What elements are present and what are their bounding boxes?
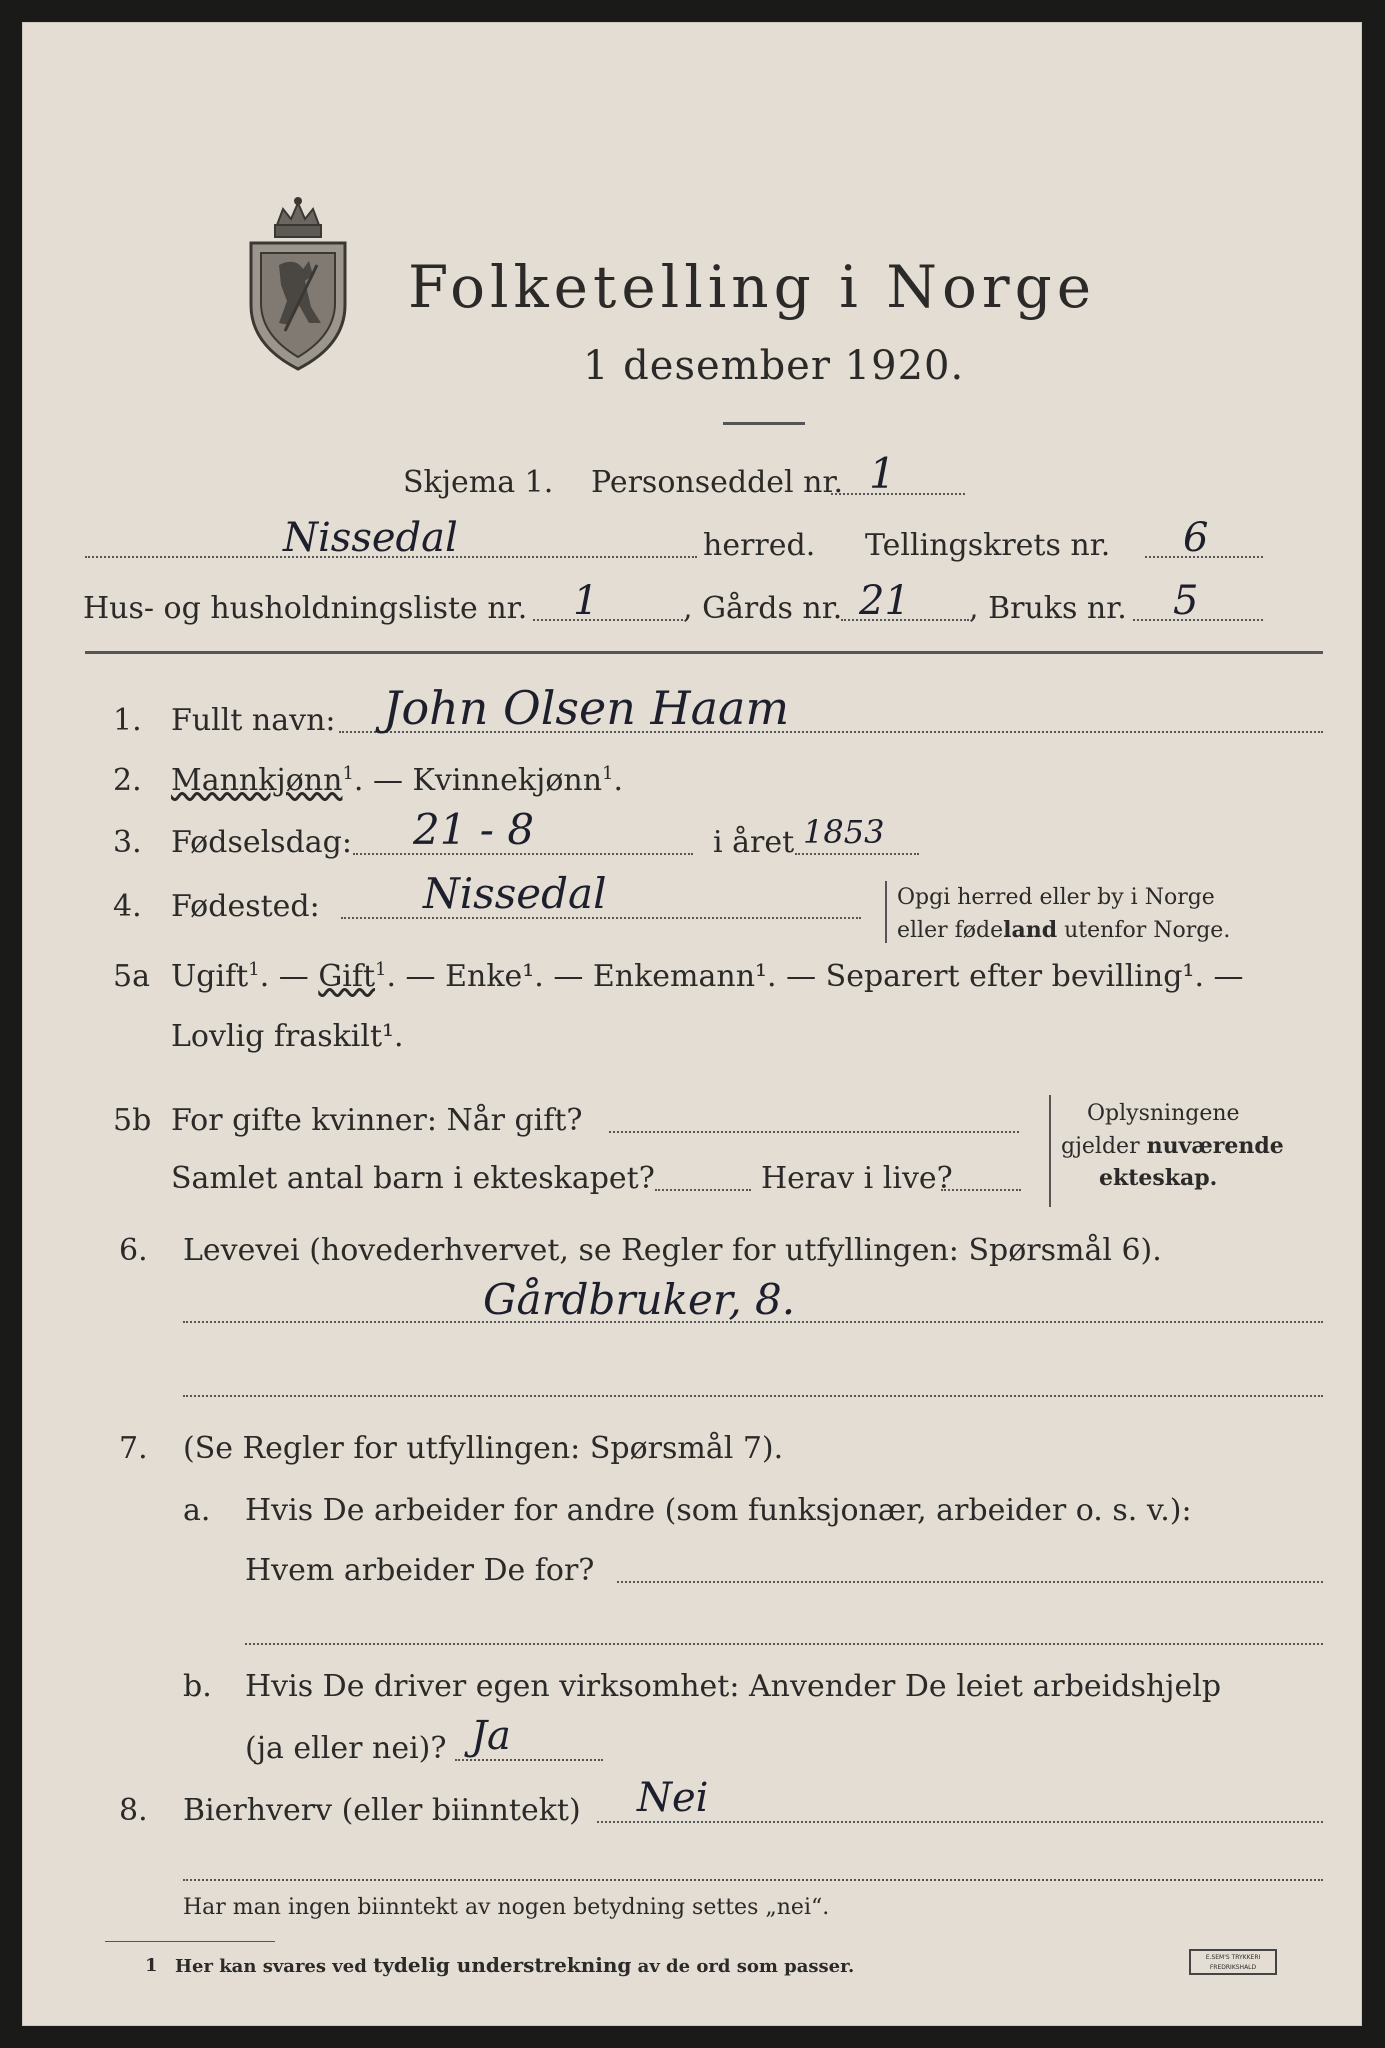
q4-value: Nissedal	[423, 869, 607, 918]
q5a-line2: Lovlig fraskilt¹.	[171, 1019, 404, 1054]
tellingskrets-value: 6	[1183, 515, 1209, 561]
q5a-gift-option: Gift	[318, 959, 376, 994]
q5a-ugift-option: Ugift	[171, 959, 249, 994]
q4-number: 4.	[113, 889, 142, 924]
q7b-value: Ja	[471, 1713, 511, 1759]
q5b-note-brace	[1049, 1095, 1051, 1207]
q2-text: Mannkjønn$^1$. — Kvinnekjønn$^1$.	[171, 763, 624, 798]
q8-number: 8.	[119, 1793, 148, 1828]
q7a-line1	[617, 1581, 1323, 1583]
q5b-label2: Samlet antal barn i ekteskapet?	[171, 1161, 655, 1196]
q5b-label3: Herav i live?	[761, 1161, 953, 1196]
q5b-number: 5b	[113, 1103, 152, 1138]
q2-female-option: Kvinnekjønn	[412, 763, 603, 798]
hus-label: Hus- og husholdningsliste nr.	[83, 591, 528, 626]
footnote-marker: 1	[145, 1955, 158, 1976]
q5b-note-line1: Oplysningene	[1087, 1101, 1240, 1126]
q3-year-value: 1853	[803, 813, 885, 851]
coat-of-arms-icon	[237, 195, 359, 373]
footnote-part1: Her kan svares ved	[175, 1956, 374, 1977]
personseddel-line	[831, 493, 965, 495]
q5b-label1: For gifte kvinner: Når gift?	[171, 1103, 583, 1138]
q6-number: 6.	[119, 1233, 148, 1268]
q5b-when-line	[609, 1131, 1019, 1133]
q5a-other-options: . — Enke¹. — Enkemann¹. — Separert efter bevilling¹. —	[386, 959, 1244, 994]
title-divider	[723, 422, 805, 425]
q1-number: 1.	[113, 703, 142, 738]
footnote-part3: av de ord som passer.	[631, 1956, 855, 1977]
form-title: Folketelling i Norge	[408, 253, 1097, 321]
q3-label: Fødselsdag:	[171, 825, 352, 860]
q4-note-line1: Opgi herred eller by i Norge	[897, 885, 1215, 910]
footnote-rule	[105, 1941, 275, 1942]
printer-stamp: E.SEM'S TRYKKERI FREDRIKSHALD	[1189, 1949, 1277, 1975]
q6-label: Levevei (hovederhvervet, se Regler for utfyllingen: Spørsmål 6).	[183, 1233, 1162, 1268]
q2-male-option: Mannkjønn	[171, 763, 343, 798]
q7b-label1: Hvis De driver egen virksomhet: Anvender De leiet arbeidshjelp	[245, 1669, 1222, 1704]
bruks-value: 5	[1173, 578, 1199, 624]
q6-value: Gårdbruker, 8.	[483, 1275, 796, 1324]
census-form	[22, 22, 1362, 2026]
q7b-line	[455, 1759, 603, 1761]
q7b-label2: (ja eller nei)?	[245, 1731, 447, 1766]
footnote-part2: tydelig understrekning	[373, 1953, 632, 1977]
q5a-number: 5a	[113, 959, 150, 994]
q2-separator: . —	[353, 763, 413, 798]
hus-value: 1	[573, 578, 599, 624]
q1-label: Fullt navn:	[171, 703, 336, 738]
q8-note: Har man ingen biinntekt av nogen betydning settes „nei“.	[183, 1895, 830, 1920]
q5b-note-line3: ekteskap.	[1099, 1165, 1218, 1191]
q7a-label2: Hvem arbeider De for?	[245, 1553, 595, 1588]
q4-note-part2: land	[1003, 917, 1058, 943]
q1-value: John Olsen Haam	[383, 681, 790, 735]
q2-number: 2.	[113, 763, 142, 798]
q7-label: (Se Regler for utfyllingen: Spørsmål 7).	[183, 1431, 784, 1466]
census-date: 1 desember 1920.	[583, 343, 965, 389]
q5b-alive-line	[941, 1189, 1021, 1191]
q8-value: Nei	[637, 1775, 709, 1821]
q7a-line2	[245, 1643, 1323, 1645]
q5b-note-line2	[1061, 1133, 1284, 1159]
gards-value: 21	[859, 578, 910, 624]
bruks-label: , Bruks nr.	[969, 591, 1127, 626]
personseddel-value: 1	[869, 449, 896, 498]
personseddel-label: Personseddel nr.	[591, 465, 844, 500]
q4-note-part1: eller føde	[897, 918, 1004, 943]
herred-label: herred.	[703, 528, 816, 563]
q7a-letter: a.	[183, 1493, 211, 1528]
q4-note-part3: utenfor Norge.	[1057, 918, 1231, 943]
q5b-note-part1: gjelder	[1061, 1134, 1147, 1159]
q5b-note-part2: nuværende	[1146, 1133, 1284, 1159]
tellingskrets-label: Tellingskrets nr.	[865, 528, 1111, 563]
herred-value: Nissedal	[283, 515, 458, 561]
q3-year-label: i året	[713, 825, 795, 860]
q8-label: Bierhverv (eller biinntekt)	[183, 1793, 581, 1828]
q7-number: 7.	[119, 1431, 148, 1466]
q4-note-line2	[897, 917, 1230, 943]
q6-line2	[183, 1395, 1323, 1397]
q2-end: .	[613, 763, 624, 798]
q8-line1	[597, 1821, 1323, 1823]
q5b-children-line	[655, 1189, 751, 1191]
q8-line2	[183, 1879, 1323, 1881]
q3-number: 3.	[113, 825, 142, 860]
footnote-text	[175, 1953, 854, 1977]
q7a-label1: Hvis De arbeider for andre (som funksjonær, arbeider o. s. v.):	[245, 1493, 1192, 1528]
hus-line	[533, 619, 683, 621]
skjema-label: Skjema 1.	[403, 465, 554, 500]
q3-value: 21 - 8	[413, 805, 535, 854]
q3-year-line	[795, 853, 919, 855]
q7b-letter: b.	[183, 1669, 212, 1704]
gards-label: , Gårds nr.	[683, 591, 843, 626]
header-separator	[85, 651, 1323, 654]
q5a-text: Ugift$^1$. — Gift$^1$. — Enke¹. — Enkemann¹. — Separert efter bevilling¹. —	[171, 959, 1244, 994]
q4-label: Fødested:	[171, 889, 320, 924]
q4-note-brace	[885, 881, 887, 943]
